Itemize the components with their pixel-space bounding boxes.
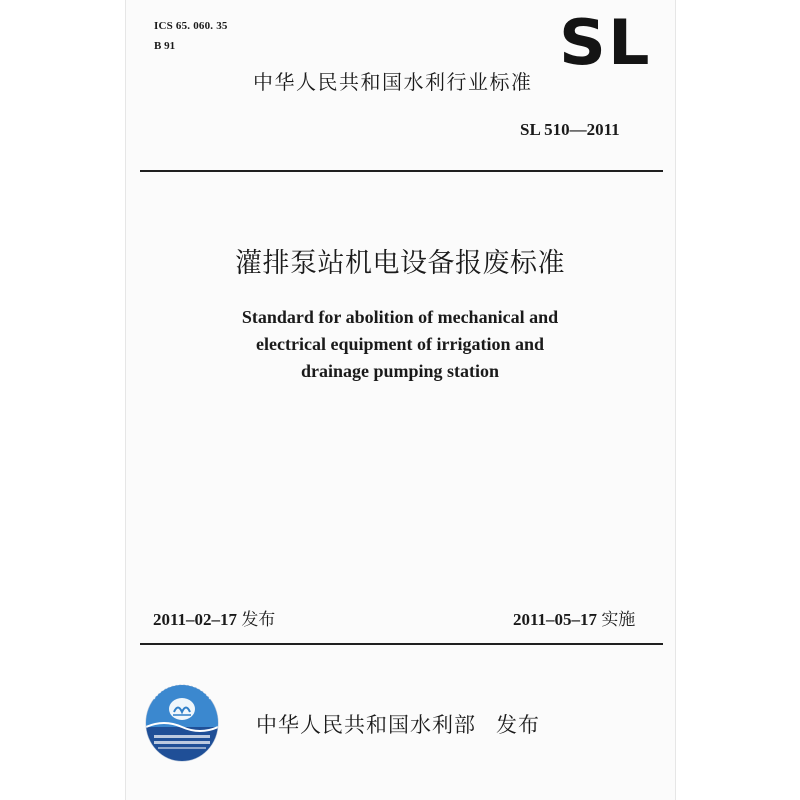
ics-code: ICS 65. 060. 35: [154, 20, 228, 32]
issue-date: [153, 611, 275, 629]
sl-logo: SL: [559, 6, 652, 79]
title-en-line-1: Standard for abolition of mechanical and: [241, 307, 559, 327]
ccs-code: B 91: [154, 40, 176, 52]
industry-standard-title: 中华人民共和国水利行业标准: [253, 70, 533, 94]
standard-title-english: [0, 304, 800, 385]
implementation-date-label: 实施: [601, 610, 636, 630]
standard-title-chinese: 灌排泵站机电设备报废标准: [235, 248, 565, 279]
top-divider: [140, 170, 663, 172]
issue-date-value: 2011–02–17: [153, 610, 238, 629]
implementation-date: [513, 611, 635, 629]
publisher-label: 发布: [496, 713, 540, 737]
issue-date-label: 发布: [241, 610, 276, 630]
title-en-line-2: electrical equipment of irrigation and: [256, 334, 544, 354]
anti-counterfeit-seal-icon: [144, 683, 220, 763]
publisher-line: [256, 715, 540, 736]
title-en-line-3: drainage pumping station: [300, 361, 500, 381]
standard-number: SL 510—2011: [520, 120, 620, 139]
bottom-divider: [140, 643, 663, 645]
publisher-name: 中华人民共和国水利部: [256, 713, 476, 737]
implementation-date-value: 2011–05–17: [513, 610, 598, 629]
